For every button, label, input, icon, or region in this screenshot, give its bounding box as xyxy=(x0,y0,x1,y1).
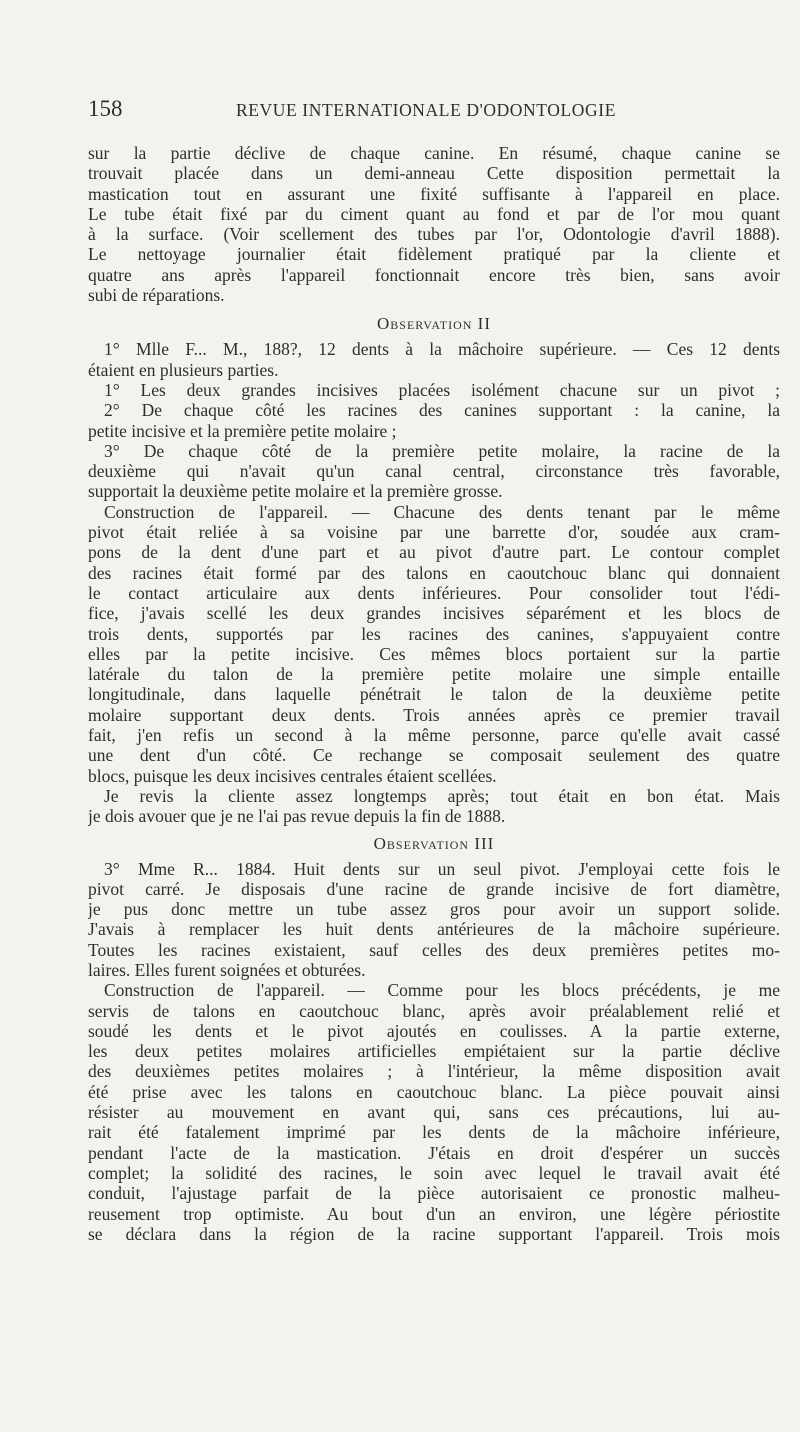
text-line: je dois avouer que je ne l'ai pas revue depuis la fin de 1888. xyxy=(88,806,506,827)
page-number: 158 xyxy=(88,96,123,121)
text-line: longitudinale, dans laquelle pénétrait le talon de la deuxième petite xyxy=(88,684,780,705)
text-line: Je revis la cliente assez longtemps après; tout était en bon état. Mais xyxy=(104,785,780,806)
section-heading: Observation II xyxy=(376,314,491,334)
text-line: Toutes les racines existaient, sauf celles des deux premières petites mo- xyxy=(88,939,780,960)
text-line: mastication tout en assurant une fixité suffisante à l'appareil en place. xyxy=(88,183,780,204)
text-line: le contact articulaire aux dents inférieures. Pour consolider tout l'édi- xyxy=(88,582,780,603)
text-line: une dent d'un côté. Ce rechange se composait seulement des quatre xyxy=(88,745,780,766)
text-line: Construction de l'appareil. — Chacune des dents tenant par le même xyxy=(104,501,780,522)
text-line: été prise avec les talons en caoutchouc blanc. La pièce pouvait ainsi xyxy=(88,1081,780,1102)
text-line: résister au mouvement en avant qui, sans ces précautions, lui au- xyxy=(88,1102,780,1123)
text-line: se déclara dans la région de la racine supportant l'appareil. Trois mois xyxy=(88,1223,780,1244)
text-line: servis de talons en caoutchouc blanc, après avoir préalablement relié et xyxy=(88,1000,780,1021)
text-line: sur la partie déclive de chaque canine. En résumé, chaque canine se xyxy=(88,143,780,163)
text-line: fice, j'avais scellé les deux grandes incisives séparément et les blocs de xyxy=(88,603,780,624)
text-line: 1° Mlle F... M., 188?, 12 dents à la mâchoire supérieure. — Ces 12 dents xyxy=(104,339,780,360)
text-line: 3° De chaque côté de la première petite molaire, la racine de la xyxy=(104,440,780,461)
running-title: REVUE INTERNATIONALE D'ODONTOLOGIE xyxy=(236,100,616,120)
text-line: molaire supportant deux dents. Trois années après ce premier travail xyxy=(88,704,780,725)
text-line: J'avais à remplacer les huit dents antérieures de la mâchoire supérieure. xyxy=(88,919,780,940)
text-line: je pus donc mettre un tube assez gros pour avoir un support solide. xyxy=(88,899,780,920)
text-line: Construction de l'appareil. — Comme pour les blocs précédents, je me xyxy=(104,980,780,1001)
text-line: étaient en plusieurs parties. xyxy=(88,359,279,380)
text-line: à la surface. (Voir scellement des tubes par l'or, Odontologie d'avril 1888). xyxy=(88,224,780,245)
text-line: trouvait placée dans un demi-anneau Cette disposition permettait la xyxy=(88,163,780,184)
text-line: quatre ans après l'appareil fonctionnait encore très bien, sans avoir xyxy=(88,264,780,285)
text-line: deuxième qui n'avait qu'un canal central, circonstance très favorable, xyxy=(88,461,780,482)
text-line: petite incisive et la première petite molaire ; xyxy=(88,420,397,441)
text-line: latérale du talon de la première petite molaire une simple entaille xyxy=(88,664,780,685)
running-header xyxy=(88,96,712,124)
text-line: 1° Les deux grandes incisives placées isolément chacune sur un pivot ; xyxy=(104,379,780,400)
text-line: blocs, puisque les deux incisives centrales étaient scellées. xyxy=(88,765,497,786)
text-line: subi de réparations. xyxy=(88,285,225,306)
text-line: soudé les dents et le pivot ajoutés en coulisses. A la partie externe, xyxy=(88,1020,780,1041)
text-line: pendant l'acte de la mastication. J'étais en droit d'espérer un succès xyxy=(88,1142,780,1163)
text-line: laires. Elles furent soignées et obturées. xyxy=(88,959,366,980)
text-line: des racines était formé par des talons en caoutchouc blanc qui donnaient xyxy=(88,562,780,583)
section-heading: Observation III xyxy=(373,833,495,853)
text-line: conduit, l'ajustage parfait de la pièce autorisaient ce pronostic malheu- xyxy=(88,1183,780,1204)
text-line: Le tube était fixé par du ciment quant au fond et par de l'or mou quant xyxy=(88,203,780,224)
text-line: complet; la solidité des racines, le soin avec lequel le travail avait été xyxy=(88,1162,780,1183)
text-line: Le nettoyage journalier était fidèlement pratiqué par la cliente et xyxy=(88,244,780,265)
text-line: elles par la petite incisive. Ces mêmes blocs portaient sur la partie xyxy=(88,643,780,664)
text-line: pivot carré. Je disposais d'une racine de grande incisive de fort diamètre, xyxy=(88,878,780,899)
text-line: reusement trop optimiste. Au bout d'un an environ, une légère périostite xyxy=(88,1203,780,1224)
text-line: les deux petites molaires artificielles empiétaient sur la partie déclive xyxy=(88,1041,780,1062)
text-line: trois dents, supportés par les racines des canines, s'appuyaient contre xyxy=(88,623,780,644)
text-line: fait, j'en refis un second à la même personne, parce qu'elle avait cassé xyxy=(88,725,780,746)
text-line: supportait la deuxième petite molaire et la première grosse. xyxy=(88,481,503,502)
text-line: rait été fatalement imprimé par les dents de la mâchoire inférieure, xyxy=(88,1122,780,1143)
text-line: pivot était reliée à sa voisine par une barrette d'or, soudée aux cram- xyxy=(88,522,780,543)
text-line: 2° De chaque côté les racines des canines supportant : la canine, la xyxy=(104,400,780,421)
text-line: pons de la dent d'une part et au pivot d'autre part. Le contour complet xyxy=(88,542,780,563)
text-line: 3° Mme R... 1884. Huit dents sur un seul pivot. J'employai cette fois le xyxy=(104,858,780,879)
body-text xyxy=(88,143,780,1244)
text-line: des deuxièmes petites molaires ; à l'intérieur, la même disposition avait xyxy=(88,1061,780,1082)
